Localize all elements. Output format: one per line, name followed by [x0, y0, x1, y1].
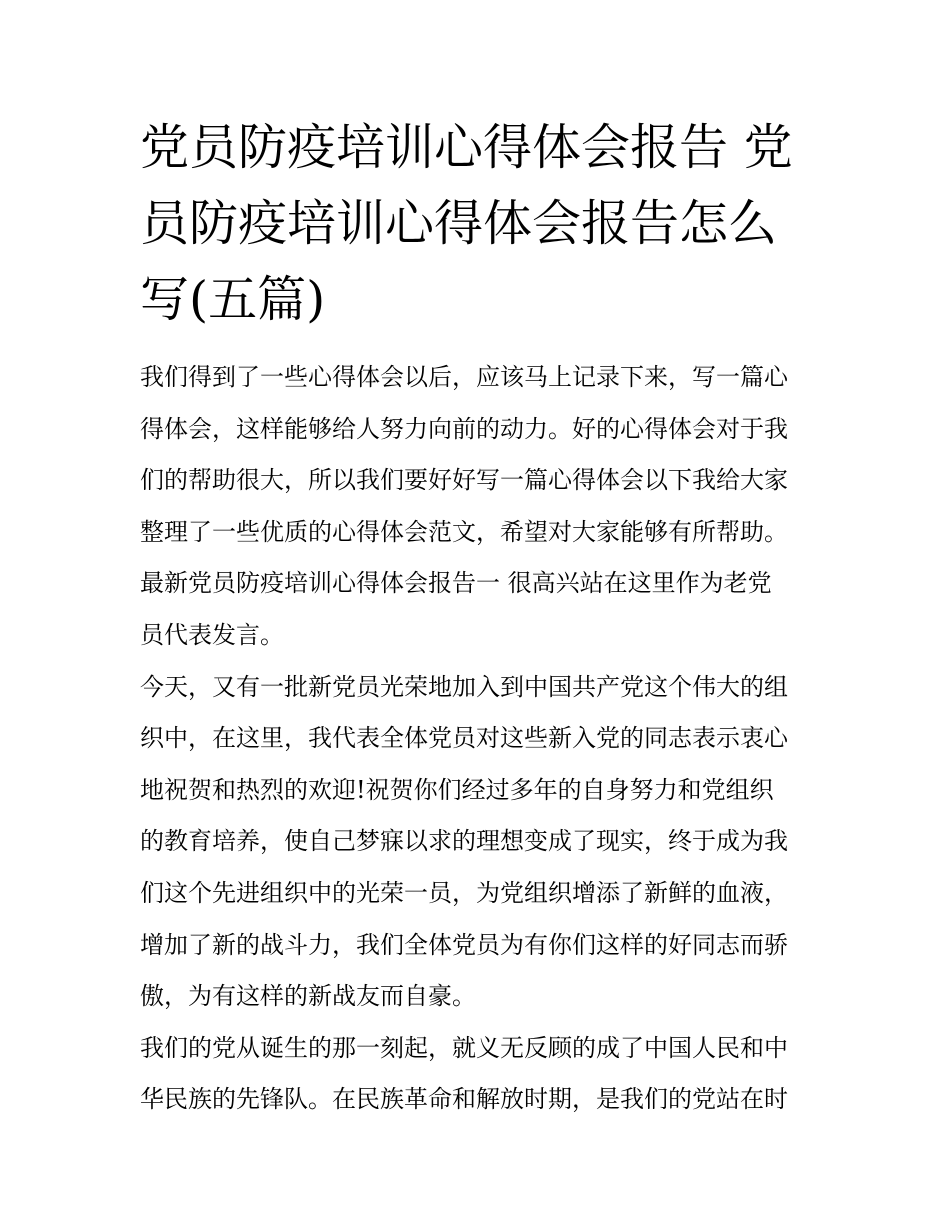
body-text-line: 我们得到了一些心得体会以后，应该马上记录下来，写一篇心 [140, 363, 788, 391]
body-text-line: 我们的党从诞生的那一刻起，就义无反顾的成了中国人民和中 [140, 1033, 788, 1062]
body-text-line: 增加了新的战斗力，我们全体党员为有你们这样的好同志而骄 [140, 930, 788, 959]
body-text-line: 傲，为有这样的新战友而自豪。 [140, 982, 476, 1011]
title-line: 党员防疫培训心得体会报告 党 [140, 119, 793, 176]
body-text-line: 织中，在这里，我代表全体党员对这些新入党的同志表示衷心 [140, 724, 788, 753]
body-text-line: 得体会，这样能够给人努力向前的动力。好的心得体会对于我 [140, 414, 788, 443]
body-text-line: 今天，又有一批新党员光荣地加入到中国共产党这个伟大的组 [140, 672, 788, 701]
body-text-line: 的教育培养，使自己梦寐以求的理想变成了现实，终于成为我 [140, 827, 788, 856]
document-page [140, 110, 816, 1126]
body-text-line: 华民族的先锋队。在民族革命和解放时期，是我们的党站在时 [140, 1085, 788, 1114]
title-line: 员防疫培训心得体会报告怎么 [140, 195, 778, 252]
body-text-line: 们的帮助很大，所以我们要好好写一篇心得体会以下我给大家 [140, 466, 788, 495]
title-line: 写(五篇) [140, 271, 326, 328]
body-text-line: 整理了一些优质的心得体会范文，希望对大家能够有所帮助。 [140, 517, 788, 546]
document-title [140, 110, 816, 338]
body-text-line: 们这个先进组织中的光荣一员，为党组织增添了新鲜的血液， [140, 878, 788, 907]
body-text-line: 地祝贺和热烈的欢迎!祝贺你们经过多年的自身努力和党组织 [140, 775, 774, 804]
body-text-line: 最新党员防疫培训心得体会报告一 很高兴站在这里作为老党 [140, 569, 772, 598]
body-text-line: 员代表发言。 [140, 620, 284, 649]
document-body [140, 352, 816, 1126]
